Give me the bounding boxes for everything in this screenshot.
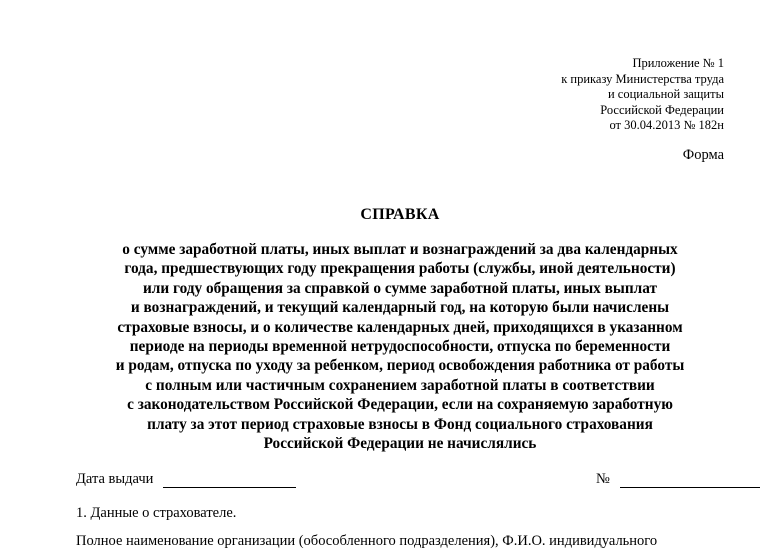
subtitle-line: года, предшествующих году прекращения работы (службы, иной деятельности) [124,260,676,278]
subtitle-line: страховые взносы, и о количестве календарных дней, приходящихся в указанном [117,318,683,336]
document-number-label: № [596,471,610,487]
subtitle-line: плату за этот период страховые взносы в Фонд социального страхования [147,415,653,433]
appendix-block [561,56,724,134]
subtitle-line: и родам, отпуска по уходу за ребенком, период освобождения работника от работы [115,357,685,375]
appendix-line: Российской Федерации [600,102,724,117]
subtitle-line: с полным или частичным сохранением заработной платы в соответствии [145,376,655,394]
form-label: Форма [682,147,724,163]
subtitle-line: Российской Федерации не начислялись [263,435,537,453]
appendix-line: к приказу Министерства труда [561,71,724,86]
subtitle-line: периоде на периоды временной нетрудоспособности, отпуска по беременности [129,338,671,356]
document-number-row [596,471,760,488]
issue-date-row [76,471,296,488]
subtitle-line: о сумме заработной платы, иных выплат и вознаграждений за два календарных [122,241,678,258]
appendix-line: от 30.04.2013 № 182н [609,118,724,132]
subtitle-line: с законодательством Российской Федерации, если на сохраняемую заработную [127,396,673,414]
org-name-label: Полное наименование организации (обособленного подразделения), Ф.И.О. индивидуального [76,533,658,549]
issue-date-label: Дата выдачи [76,471,154,487]
subtitle-line: или году обращения за справкой о сумме заработной платы, иных выплат [142,279,658,297]
appendix-line: и социальной защиты [607,87,724,101]
section-1-heading: 1. Данные о страхователе. [76,505,237,521]
appendix-line: Приложение № 1 [632,56,724,70]
document-number-field[interactable] [620,471,760,488]
document-subtitle [0,240,780,453]
issue-date-field[interactable] [163,471,296,488]
subtitle-line: и вознаграждений, и текущий календарный год, на которую были начислены [130,299,670,317]
document-title: СПРАВКА [360,206,440,223]
